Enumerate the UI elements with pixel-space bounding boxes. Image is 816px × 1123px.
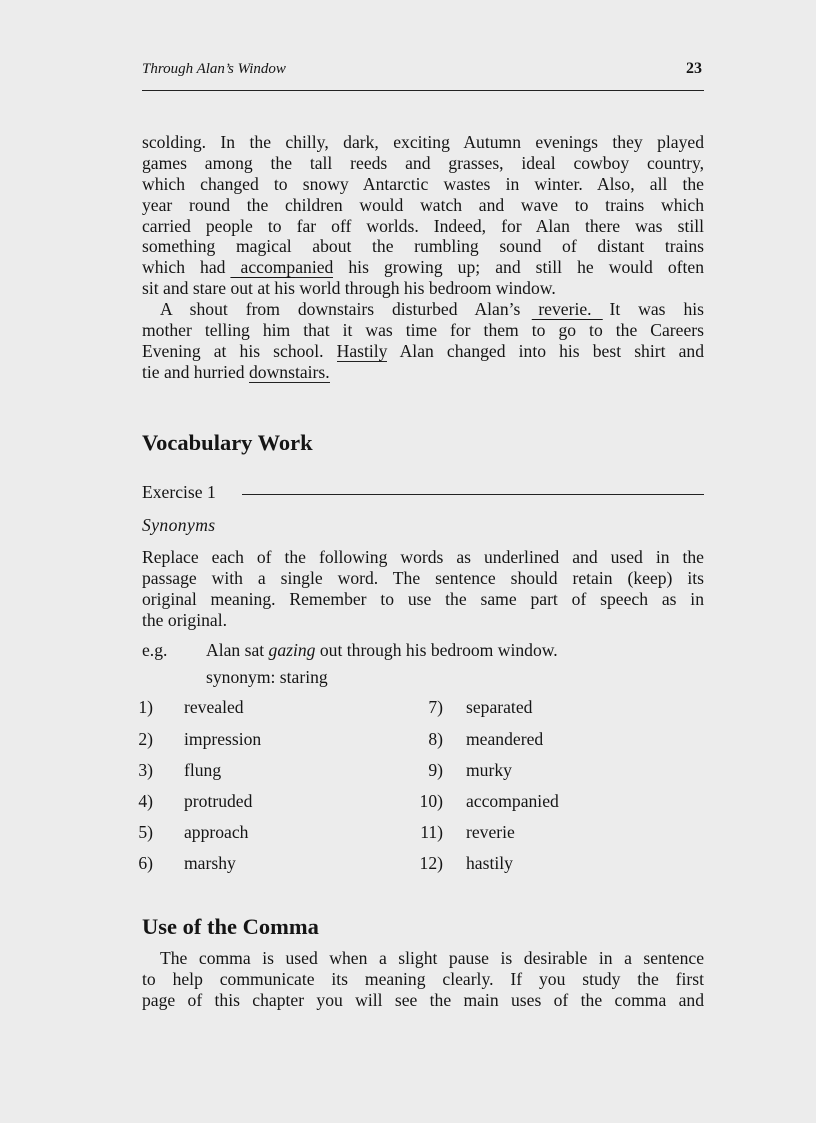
instruction-line: passage with a single word. The sentence should retain (keep) its [142, 567, 704, 588]
text-segment: mother telling him that it was time for them [142, 320, 532, 341]
item-word: hastily [466, 853, 513, 873]
underlined-word: downstairs. [249, 361, 330, 382]
comma-heading: Use of the Comma [142, 914, 319, 939]
page-number: 23 [686, 60, 702, 77]
item-number: 7) [428, 697, 443, 717]
text-segment: world through his bedroom window. [294, 278, 556, 299]
item-number: 11) [420, 822, 443, 842]
instruction-line: Replace each of the following words as underlined and used in the [142, 547, 704, 567]
passage-line [142, 257, 704, 278]
item-number: 2) [138, 729, 153, 749]
item-word: murky [466, 760, 512, 780]
item-number: 9) [428, 760, 443, 780]
passage-line: year round the children would watch and wave to trains which [142, 194, 704, 215]
example-sentence [206, 640, 558, 661]
passage-line: which changed to snowy Antarctic wastes in winter. Also, all the [142, 173, 704, 194]
item-number: 1) [138, 697, 153, 717]
example-synonym: synonym: staring [206, 667, 328, 687]
instruction-line: the original. [142, 609, 228, 630]
passage-line: scolding. In the chilly, dark, exciting Autumn evenings they played [142, 132, 704, 152]
item-number: 8) [428, 729, 443, 749]
text-segment: Evening at his school. [142, 340, 337, 361]
text-segment: Alan sat [206, 640, 269, 660]
comma-paragraph [142, 948, 704, 1011]
passage-line [142, 278, 704, 299]
item-word: protruded [184, 791, 253, 811]
instructions-paragraph [142, 547, 704, 631]
running-title: Through Alan’s Window [142, 61, 286, 77]
item-word: flung [184, 760, 222, 780]
item-word: meandered [466, 729, 544, 749]
passage-line [142, 362, 704, 383]
item-word: accompanied [466, 791, 559, 811]
underlined-word: accompanied [240, 257, 334, 278]
passage-line [142, 320, 704, 341]
overlined-phrase: to go to [531, 320, 603, 341]
item-number: 12) [419, 853, 443, 873]
text-segment: A shout from downstairs disturbed Alan’s [160, 299, 539, 320]
passage-line: something magical about the rumbling sound of distant trains [142, 236, 704, 257]
item-number: 4) [138, 791, 153, 811]
item-number: 10) [419, 791, 443, 811]
text-segment: It was his [591, 299, 704, 320]
item-number: 5) [138, 822, 153, 842]
item-word: reverie [466, 822, 515, 842]
item-word: approach [184, 822, 249, 842]
example-label: e.g. [142, 640, 168, 660]
passage-line [142, 341, 704, 362]
running-header [142, 60, 704, 91]
overlined-phrase: out at his [230, 278, 295, 299]
comma-line: to help communicate its meaning clearly. If you study the first [142, 968, 704, 989]
item-word: revealed [184, 697, 244, 717]
item-number: 3) [138, 760, 153, 780]
item-number: 6) [138, 853, 153, 873]
text-segment: sit and stare [142, 278, 231, 299]
synonyms-subheading: Synonyms [142, 515, 216, 535]
emphasized-word: gazing [268, 640, 316, 660]
divider [242, 494, 704, 495]
item-word: marshy [184, 853, 236, 873]
underlined-word: reverie. [538, 299, 592, 320]
text-segment: out through his bedroom window. [315, 640, 558, 660]
instruction-line: original meaning. Remember to use the same part of speech as in [142, 588, 704, 609]
text-segment: which had [142, 257, 241, 278]
passage-line: games among the tall reeds and grasses, ideal cowboy country, [142, 152, 704, 173]
exercise-label: Exercise 1 [142, 482, 216, 502]
text-segment: his growing up; and still he would often [333, 257, 704, 278]
exercise-header [142, 482, 704, 506]
item-word: impression [184, 729, 262, 749]
passage-line: carried people to far off worlds. Indeed, for Alan there was still [142, 215, 704, 236]
underlined-word: Hastily [336, 340, 388, 361]
vocabulary-heading: Vocabulary Work [142, 430, 313, 455]
text-segment: the Careers [602, 320, 704, 341]
item-word: separated [466, 697, 533, 717]
text-segment: tie and hurried [142, 361, 249, 382]
comma-line: page of this chapter you will see the main uses of the comma and [142, 989, 704, 1010]
passage-paragraph [142, 132, 704, 383]
text-segment: Alan changed into his best shirt and [387, 340, 704, 361]
comma-line: The comma is used when a slight pause is desirable in a sentence [160, 948, 704, 968]
passage-line [142, 299, 704, 320]
